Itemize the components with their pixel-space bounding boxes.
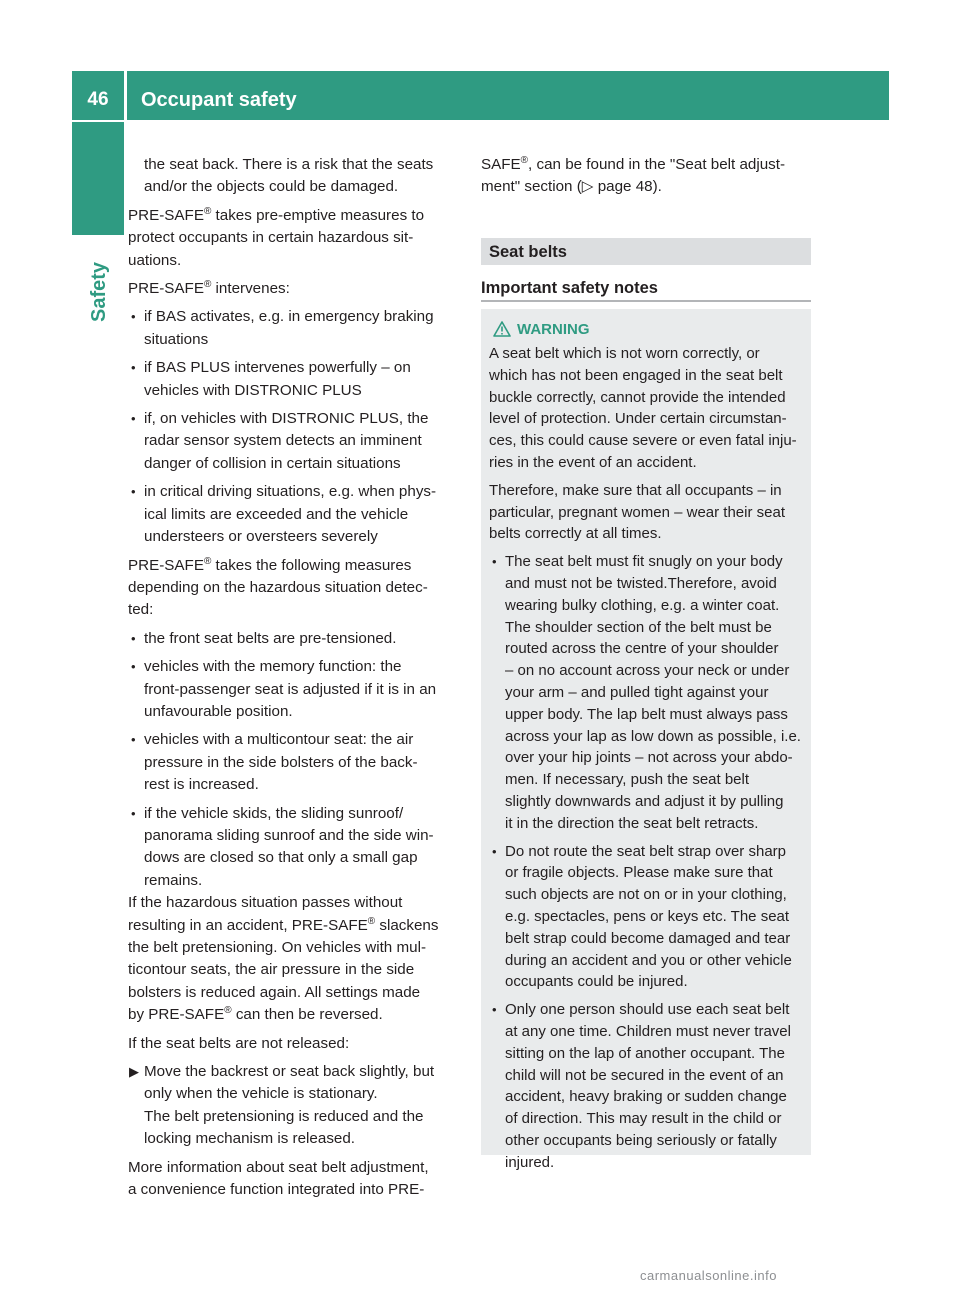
- list-item: • if, on vehicles with DISTRONIC PLUS, the radar sensor system detects an imminent danger of collision in certain situations: [131, 410, 429, 472]
- list-item: • The seat belt must fit snugly on your body and must not be twisted.Therefore, avoid wearing bulky clothing, e.g. a winter coat. The shoulder section of the belt must be routed across the centre of your shoulder – on no account across your neck or under your arm – and pulled tight against your upper body. The lap belt must always pass across your lap as low down as possible, i.e. over your hip joints – not across your abdo- men. If necessary, push the seat belt slightly downwards and adjust it by pulling it in the direction the seat belt retracts.: [492, 553, 801, 832]
- header-title: Occupant safety: [141, 89, 297, 111]
- bullet-icon: •: [131, 360, 136, 376]
- page-reference-icon: ▷: [581, 178, 594, 196]
- bullet-icon: •: [131, 732, 136, 748]
- list-item: • vehicles with a multicontour seat: the air pressure in the side bolsters of the back- rest is increased.: [131, 731, 418, 794]
- list-item: • if the vehicle skids, the sliding sunroof/ panorama sliding sunroof and the side win- dows are closed so that only a small gap remains.: [131, 804, 434, 889]
- side-tab: [72, 122, 124, 235]
- subsection-rule: [481, 300, 811, 302]
- warning-paragraph: A seat belt which is not worn correctly, or which has not been engaged in the seat belt buckle correctly, cannot provide the intended level of protection. Under certain circumstan- ces, this could cause severe or even fatal inju- ries in the event of an accident.: [489, 345, 797, 471]
- paragraph-seat-back: the seat back. There is a risk that the seats and/or the objects could be damaged.: [144, 156, 434, 196]
- bullet-icon: •: [131, 411, 136, 427]
- subsection-title: Important safety notes: [481, 279, 658, 297]
- warning-heading: WARNING: [489, 315, 803, 343]
- list-item: • if BAS activates, e.g. in emergency braking situations: [131, 308, 434, 348]
- paragraph-presafe-pre-emptive: PRE-SAFE® takes pre-emptive measures to protect occupants in certain hazardous sit- uations.: [128, 205, 425, 269]
- page-number: 46: [87, 89, 109, 110]
- bullet-icon: •: [131, 805, 136, 821]
- bullet-icon: •: [131, 659, 136, 675]
- warning-triangle-icon: [493, 321, 511, 337]
- right-column-intro: SAFE®, can be found in the "Seat belt adjust- ment" section (▷ page 48).: [481, 154, 786, 196]
- paragraph-more-info: More information about seat belt adjustment, a convenience function integrated into PRE-: [128, 1158, 429, 1199]
- instruction-step: ▶ Move the backrest or seat back slightly, but only when the vehicle is stationary. The belt pretensioning is reduced and the locking mechanism is released.: [129, 1063, 435, 1148]
- list-item: • the front seat belts are pre-tensioned.: [128, 628, 460, 650]
- warning-box: [481, 309, 811, 1171]
- bullet-icon: •: [131, 630, 136, 646]
- warning-paragraph: Therefore, make sure that all occupants – in particular, pregnant women – wear their seat belts correctly at all times.: [489, 481, 785, 543]
- list-item: • if BAS PLUS intervenes powerfully – on vehicles with DISTRONIC PLUS: [131, 359, 411, 399]
- paragraph-not-released: If the seat belts are not released:: [128, 1034, 350, 1052]
- watermark: carmanualsonline.info: [640, 1268, 777, 1283]
- paragraph-presafe-measures: PRE-SAFE® takes the following measures depending on the hazardous situation detec- ted:: [128, 555, 428, 619]
- list-item: • vehicles with the memory function: the front-passenger seat is adjusted if it is in an unfavourable position.: [131, 658, 437, 720]
- page-reference-link[interactable]: page 48).: [593, 178, 662, 196]
- list-item: • Do not route the seat belt strap over sharp or fragile objects. Please make sure that such objects are not on or in your clothing, e.g. spectacles, pens or keys etc. The seat belt strap could become damaged and tear during an accident and you or other vehicle occupants could be injured.: [492, 842, 792, 991]
- bullet-icon: •: [492, 1002, 497, 1018]
- list-item: • in critical driving situations, e.g. when phys- ical limits are exceeded and the vehicle understeers or oversteers severely: [131, 483, 437, 546]
- paragraph-hazard-passes: If the hazardous situation passes without resulting in an accident, PRE-SAFE® slackens the belt pretensioning. On vehicles with mul- ticontour seats, the air pressure in the side bolsters is reduced again. All settings made by PRE-SAFE® can then be reversed.: [128, 894, 439, 1024]
- section-title: Seat belts: [489, 243, 567, 261]
- paragraph-presafe-intervenes: PRE-SAFE® intervenes:: [128, 278, 290, 298]
- header-divider: [124, 71, 127, 120]
- bullet-icon: •: [492, 843, 497, 859]
- left-column: [128, 154, 460, 1201]
- side-tab-label: Safety: [88, 261, 110, 322]
- step-arrow-icon: ▶: [129, 1064, 139, 1080]
- bullet-icon: •: [492, 554, 497, 570]
- list-item: • Only one person should use each seat belt at any one time. Children must never travel sitting on the lap of another occupant. The child will not be secured in the event of an accident, heavy braking or sudden change of direction. This may result in the child or other occupants being seriously or fatally injured.: [492, 1001, 791, 1171]
- bullet-icon: •: [131, 309, 136, 325]
- bullet-icon: •: [131, 484, 136, 500]
